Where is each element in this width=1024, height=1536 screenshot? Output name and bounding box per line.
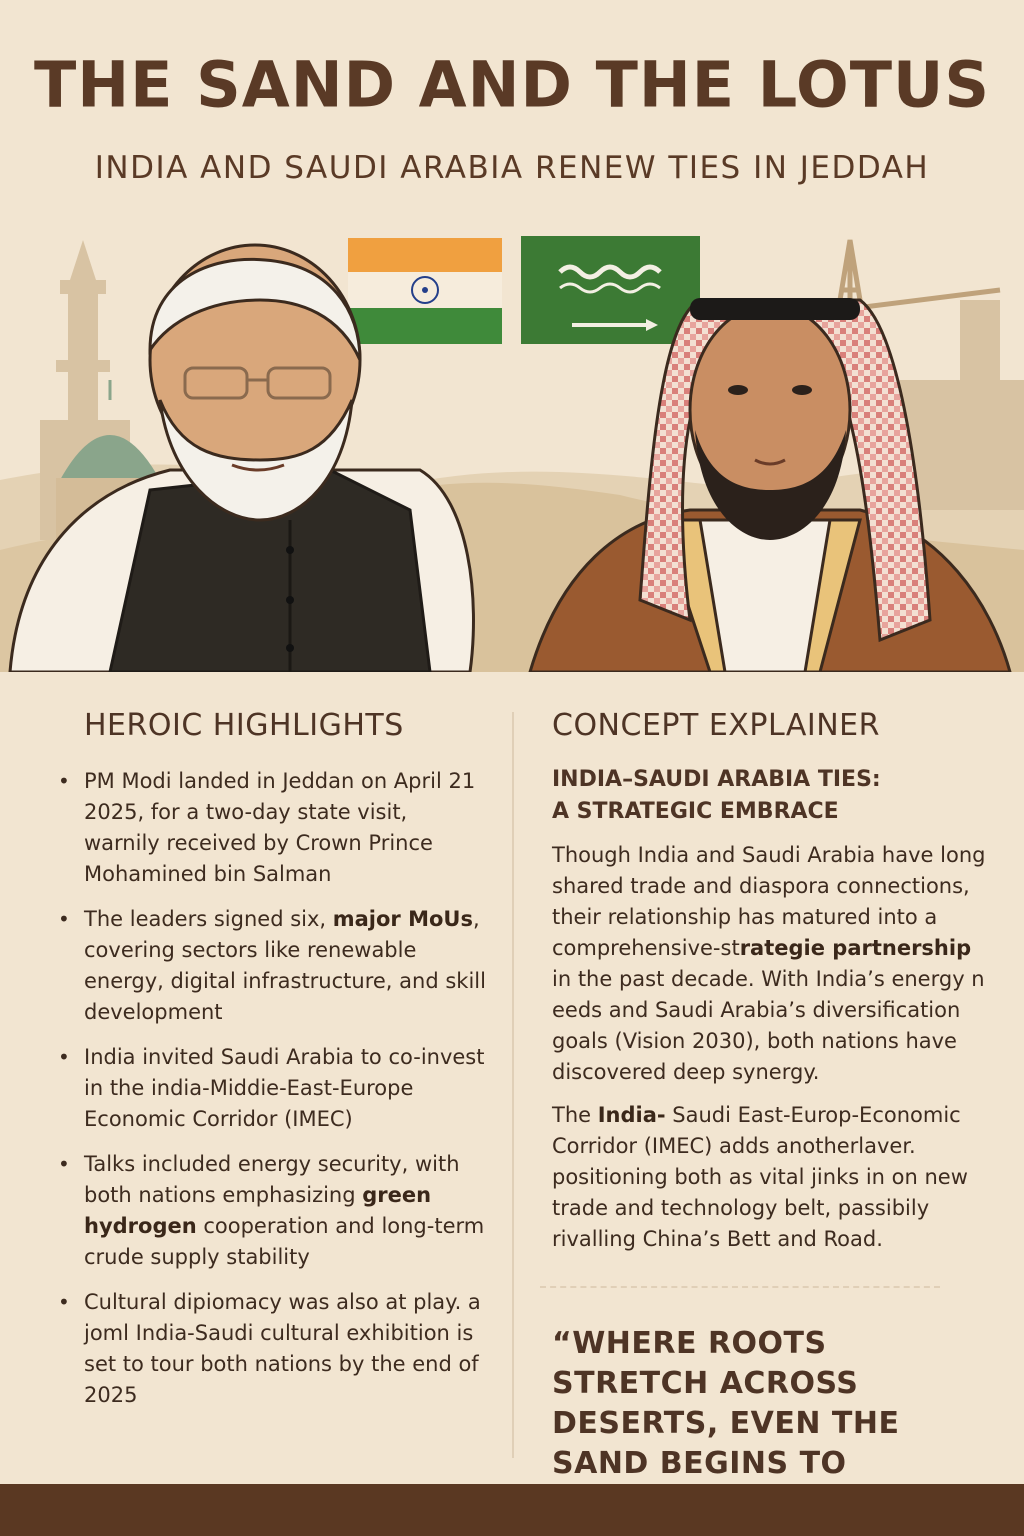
- explainer-title: INDIA–SAUDI ARABIA TIES: A STRATEGIC EMBRACE: [552, 767, 881, 824]
- bullet-icon: •: [58, 1152, 70, 1176]
- footer-bar: [0, 1484, 1024, 1536]
- bullet-icon: •: [58, 769, 70, 793]
- list-item: • Cultural dipiomacy was also at play. a joml India-Saudi cultural exhibition is set to tour both nations by the end of 2025: [58, 1287, 488, 1411]
- list-item: • PM Modi landed in Jeddan on April 21 2025, for a two-day state visit, warnily received by Crown Prince Mohamined bin Salman: [58, 766, 488, 890]
- highlights-heading: HEROIC HIGHLIGHTS: [84, 708, 404, 743]
- pull-quote: “WHERE ROOTS STRETCH ACROSS DESERTS, EVEN THE SAND BEGINS TO: [552, 1326, 900, 1481]
- hero-illustration: [0, 220, 1024, 672]
- explainer-heading: CONCEPT EXPLAINER: [552, 708, 880, 743]
- bullet-icon: •: [58, 1290, 70, 1314]
- list-item: • Talks included energy security, with both nations emphasizing green hydrogen cooperation and long-term crude supply stability: [58, 1149, 488, 1273]
- saudi-flag: [521, 236, 700, 344]
- list-item: • India invited Saudi Arabia to co-invest in the india-Middie-East-Europe Economic Corridor (IMEC): [58, 1042, 488, 1135]
- quote-separator: [540, 1286, 940, 1288]
- page-subtitle: INDIA AND SAUDI ARABIA RENEW TIES IN JEDDAH: [94, 150, 930, 186]
- explainer-paragraph-1: Though India and Saudi Arabia have long shared trade and diaspora connections, their relationship has matured into a comprehensive-strategie partnership in the past decade. With India’s energy n eeds and Saudi Arabia’s diversification goals (Vision 2030), both nations have discovered deep synergy.: [552, 843, 986, 1084]
- bullet-icon: •: [58, 907, 70, 931]
- india-flag: [348, 238, 502, 344]
- highlights-list: [58, 766, 488, 1425]
- explainer-paragraph-2: The India- Saudi East-Europ-Economic Corridor (IMEC) adds anotherlaver. positioning both as vital jinks in on new trade and technology belt, passibily rivalling China’s Bett and Road.: [552, 1103, 968, 1251]
- bullet-icon: •: [58, 1045, 70, 1069]
- page-title: THE SAND AND THE LOTUS: [33, 47, 991, 122]
- list-item: • The leaders signed six, major MoUs, covering sectors like renewable energy, digital infrastructure, and skill development: [58, 904, 488, 1028]
- column-divider: [512, 712, 514, 1458]
